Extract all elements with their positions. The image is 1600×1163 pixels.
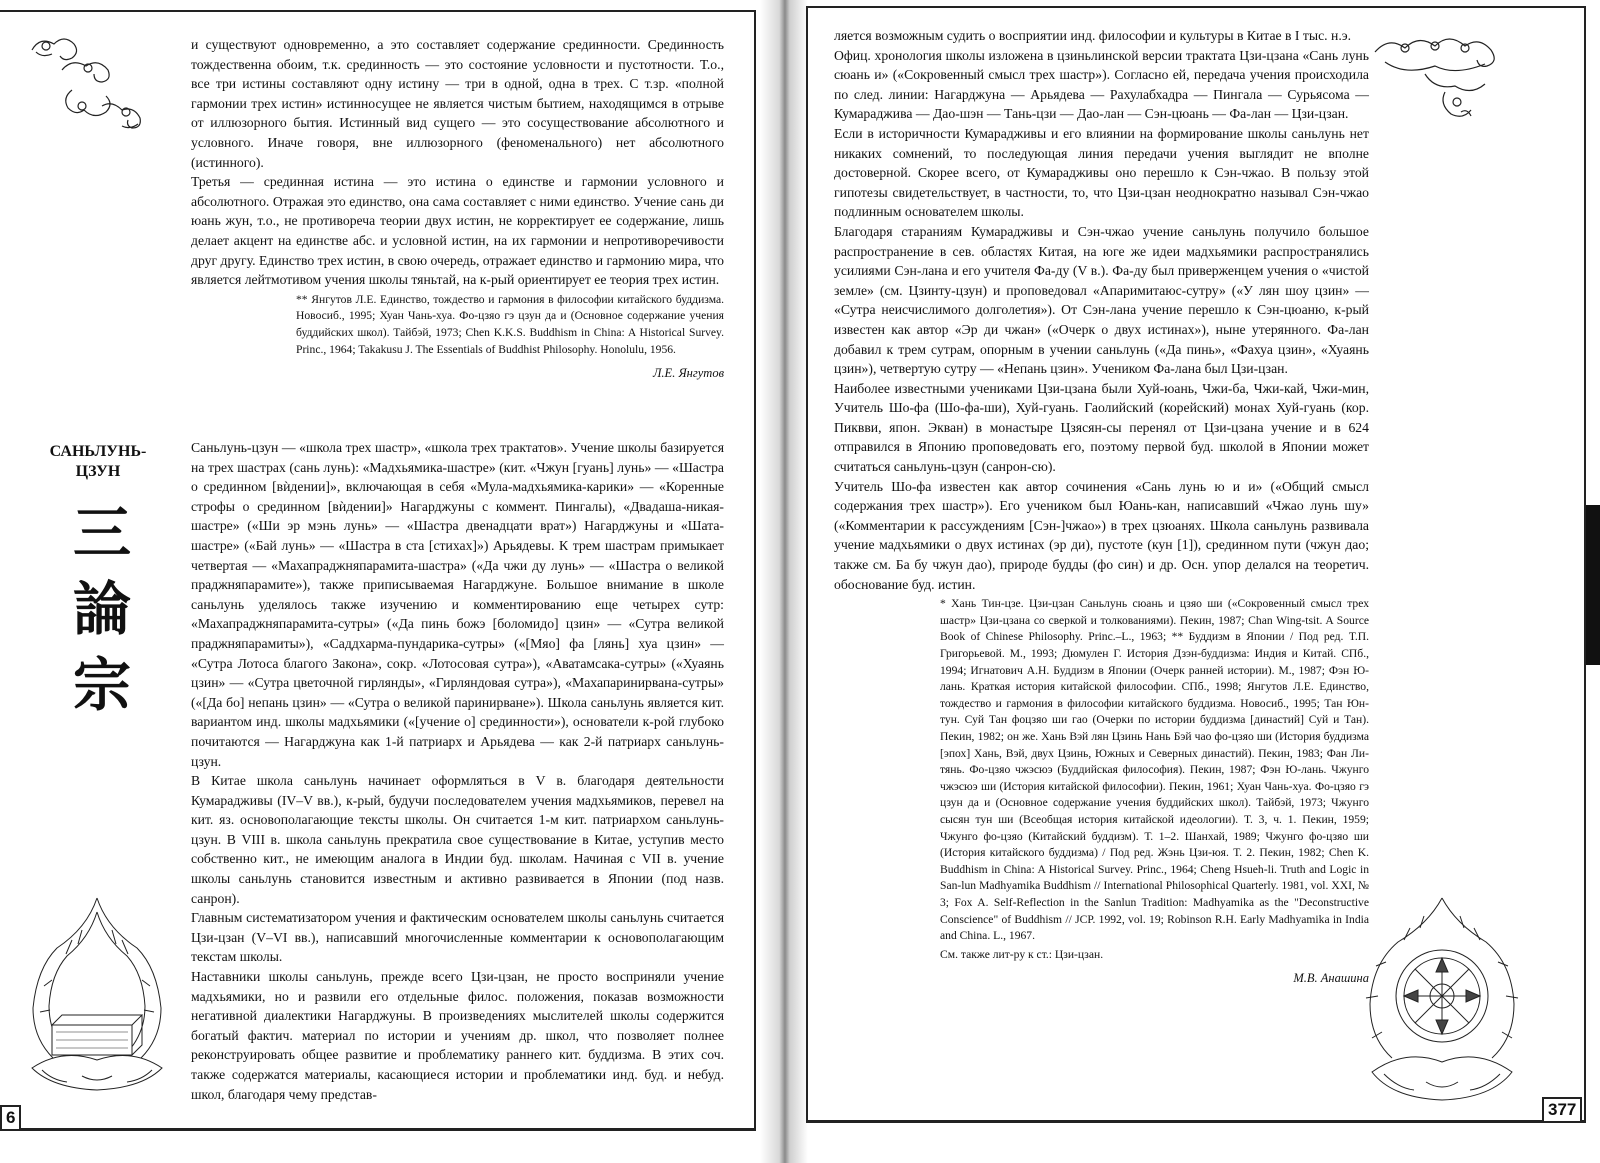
entry-hanzi [62, 495, 142, 723]
entry-heading-line: САНЬЛУНЬ- [49, 443, 147, 460]
cloud-scroll-ornament-icon [22, 30, 162, 140]
paragraph: Главным систематизатором учения и фактическим основателем школы саньлунь считается Цзи-цзан (V–VI вв.), написавший многочисленные комментарии к основополагающим текстам школы. [191, 910, 724, 965]
cloud-scroll-ornament-icon [1365, 22, 1525, 132]
left-page-top-rule [0, 10, 756, 12]
left-page-continued-article [191, 35, 724, 382]
article-author: М.В. Анашина [1293, 971, 1369, 986]
paragraph: ляется возможным судить о восприятии инд. философии и культуры в Китае в I тыс. н.э. [834, 28, 1352, 43]
lotus-sutra-flame-ornament-icon [12, 890, 182, 1100]
thumb-index-tab [1586, 505, 1600, 665]
right-page-left-rule [806, 6, 808, 1122]
book-gutter [760, 0, 808, 1163]
left-page-right-rule [754, 10, 756, 1130]
paragraph: Если в историчности Кумарадживы и его влиянии на формирование школы саньлунь нет никаких сомнений, то последующая линия передачи учения выглядит не вполне достоверной. Скорее всего, от Кумарадживы оно перешло к Сэн-чжао. В пользу этой гипотезы свидетельствует, в частности, то, что Цзи-цзан неоднократно называл Сэн-чжао подлинным основателем школы. [834, 125, 1369, 220]
paragraph: В Китае школа саньлунь начинает оформляться в V в. благодаря деятельности Кумарадживы (IV–V вв.), к-рый, будучи последователем учения мадхьямиков, перевел на кит. яз. основополагающие тексты школы. Он считается 1-м кит. патриархом саньлунь-цзун. В VIII в. школа саньлунь прекратила свое существование в Китае, уступив место собственно кит., не имеющим аналога в Индии буд. школам. Начиная с VII в. учение школы саньлунь становится известным и активно развивается в Японии (под назв. санрон). [191, 773, 724, 906]
paragraph: Учитель Шо-фа известен как автор сочинения «Сань лунь ю и и» («Общий смысл содержания трех шастр»). Его учеником был Юань-кан, написавший «Чжао лунь шу» («Комментарии к рассуждениям [Сэн-]чжао») в трех цзюанях. Школа саньлунь развивала учение мадхьямики о двух истинах (эр ди), пустоте (кун [1]), срединном пути (чжун дао; также см. Ба бу чжун дао), природе будды (фо син) и др. Осн. упор делался на теоретич. обоснование буд. истин. [834, 478, 1369, 592]
paragraph: и существуют одновременно, а это составляет содержание срединности. Срединность тождественна обоим, т.к. срединность — это состояние условности и пустотности. Т.о., все три истины составляют одну истину — три в одной, одна в трех. С т.зр. «полной гармонии трех истин» истинносущее не является чистым бытием, находящимся в отрыве от иллюзорного бытия. Истинный вид сущего — это сосуществование абсолютного и условного. Иначе говоря, вне иллюзорного (феноменального) нет абсолютного (истинного). [191, 37, 724, 170]
left-page-bottom-rule [0, 1128, 756, 1131]
article-author: Л.Е. Янгутов [652, 366, 724, 381]
paragraph: Благодаря стараниям Кумарадживы и Сэн-чжао учение саньлунь получило большое распространение в сев. областях Китая, на юге же идеи мадхьямики распространялись усилиями Сэн-лана и его учителя Фа-ду (V в.). Фа-ду был приверженцем учения о «чистой земле» (см. Цзинту-цзун) и проповедовал «Апаримитаюс-сутру» («У лян шоу цзин» — «Сутра неисчислимого долголетия»). От Сэн-лана учение перешло к Сэн-цюаню, к-рый известен как автор «Эр ди чжан» («Очерк о двух истинах»), ныне утерянного. Фа-лан добавил к трем сутрам, опорным в учении саньлунь («Да пинь», «Фахуа цзин», «Хуаянь цзин»), четвертую сутру — «Непань цзин». Учеником Фа-лана был Цзи-цзан. [834, 223, 1369, 377]
paragraph: Офиц. хронология школы изложена в цзиньлинской версии трактата Цзи-цзана «Сань лунь сюань и» («Сокровенный смысл трех шастр»). Согласно ей, передача учения происходила по след. линии: Нагарджуна — Арьядева — Рахулабхадра — Пингала — Сурьясома — Кумараджива — Дао-шэн — Тань-цзи — Дао-лан — Сэн-цюань — Фа-лан — Цзи-цзан. [834, 47, 1369, 122]
right-page-number: 377 [1542, 1097, 1582, 1123]
right-page-top-rule [806, 6, 1586, 8]
references: ** Янгутов Л.Е. Единство, тождество и гармония в философии китайского буддизма. Новосиб., 1995; Хуан Чань-хуа. Фо-цзяо гэ цзун да и (Основное содержание учения буддийских школ). Тайбэй, 1973; Chen K.K.S. Buddhism in China: A Historical Survey. Princ., 1964; Takakusu J. The Essentials of Buddhist Philosophy. Honolulu, 1956. [296, 292, 724, 356]
hanzi-character: 論 [72, 575, 131, 643]
entry-heading-line: ЦЗУН [75, 463, 121, 480]
see-also: См. также лит-ру к ст.: Цзи-цзан. [940, 947, 1104, 961]
paragraph: Третья — срединная истина — это истина о единстве и гармонии условного и абсолютного. Отражая это единство, она сама составляет с ними единство. Учение сань ди юань жун, т.о., не противореча теории двух истин, не корректирует ее содержание, лишь делает акцент на единстве абс. и условной истин, на их гармонии и непротиворечивости друг другу. Единство трех истин, в свою очередь, отражает единство и гармонию мира, что является лейтмотивом учения школы тяньтай, на к-рый ориентирует ее теория трех истин. [191, 174, 724, 288]
hanzi-character: 三 [72, 499, 131, 567]
paragraph: Саньлунь-цзун — «школа трех шастр», «школа трех трактатов». Учение школы базируется на трех шастрах (сань лунь): «Мадхьямика-шастре» (кит. «Чжун [гуань] лунь» — «Шастра о срединном [вѝдении]», включающая в себя «Мула-мадхьямика-карики» — «Коренные строфы о срединном [вѝдении]» Нагарджуны с коммент. Пингалы), «Двадаша-никая-шастре» («Ши эр мэнь лунь» — «Шастра двенадцати врат») Нагарджуны и «Шата-шастре» («Бай лунь» — «Шастра в ста [стихах]») Арьядевы. К трем шастрам примыкает четвертая — «Махапраджняпарамита-шастра» («Да чжи ду лунь» — «Шастра о великой праджняпарамите»), также приписываемая Нагарджуне. Большое внимание в школе саньлунь уделялось также изучению и комментированию еще четырех сутр: «Махапраджняпарамита-сутры» («Да пинь божэ [боломидо] цзин» — «Сутра великой праджняпарамиты»), «Саддхарма-пундарика-сутры» («[Мяо] фа [лянь] хуа цзин» — «Сутра Лотоса благого Закона», сокр. «Лотосовая сутра»), «Аватамсака-сутры» («Хуаянь цзин» — «Сутра цветочной гирлянды», «Гирляндовая сутра»), «Махапаринирвана-сутры» («[Да бо] непань цзин» — «Сутра о великой паринирване»). Школа саньлунь является кит. вариантом инд. школы мадхьямики («[учение о] срединности»), основатели к-рой глубоко почитаются — Нагарджуна как 1-й патриарх и Арьядева — как 2-й патриарх саньлунь-цзун. [191, 440, 724, 769]
references: * Хань Тин-цзе. Цзи-цзан Саньлунь сюань и цзяо ши («Сокровенный смысл трех шастр» Цзи-цзана со сверкой и толкованиями). Пекин, 1987; Chan Wing-tsit. A Source Book of Chinese Philosophy. Princ.–L., 1963; ** Буддизм в Японии / Под ред. Т.П. Григорьевой. М., 1993; Дюмулен Г. История Дзэн-буддизма: Индия и Китай. СПб., 1994; Игнатович А.Н. Буддизм в Японии (Очерк ранней истории). М., 1987; Фэн Ю-лань. Краткая история китайской философии. СПб., 1998; Янгутов Л.Е. Единство, тождество и гармония в философии китайского буддизма. Новосиб., 1995; Тан Юн-тун. Суй Тан фоцзяо ши гао (Очерки по истории буддизма [династий] Суй и Тан). Пекин, 1982; он же. Хань Вэй лян Цзинь Нань Бэй чао фо-цзяо ши (История буддизма [эпох] Хань, Вэй, двух Цзинь, Южных и Северных династий). Пекин, 1983; Фан Ли-тянь. Фо-цзяо чжэсюэ (Буддийская философия). Пекин, 1987; Фэн Ю-лань. Чжунго чжэсюэ ши (История китайской философии). Пекин, 1961; Хуан Чань-хуа. Фо-цзяо гэ цзун да и (Основное содержание учения буддийских школ). Тайбэй, 1973; Чжунго сысян тун ши (Всеобщая история китайской идеологии). Т. 3, ч. 1. Пекин, 1959; Чжунго фо-цзяо (Китайский буддизм). Т. 1–2. Шанхай, 1989; Чжунго фо-цзяо ши (История китайского буддизма) / Под ред. Жэнь Цзи-юя. Т. 2. Пекин, 1982; Chen K. Buddhism in China: A Historical Survey. Princ., 1964; Cheng Hsueh-li. Truth and Logic in San-lun Madhyamika Buddhism // International Philosophical Quarterly. 1981, vol. XXI, № 3; Fox A. Self-Reflection in the Sanlun Tradition: Madhyamika as the "Deconstructive Conscience" of Buddhism // JCP. 1992, vol. 19; Robinson R.H. Early Madhyamika in India and China. L., 1967. [940, 597, 1369, 943]
left-page-main-article [191, 438, 724, 1104]
paragraph: Наиболее известными учениками Цзи-цзана были Хуй-юань, Чжи-ба, Чжи-кай, Чжи-мин, Учитель Шо-фа (Шо-фа-ши), Хуй-гуань. Гаолийский (корейский) монах Хуй-гуань (кор. Пиквви, япон. Экван) в монастыре Цзясян-сы перенял от Цзи-цзана учение и в 624 отправился в Японию проповедовать его, поэтому первой буд. школой в Японии может считаться саньлунь-цзун (санрон-сю). [834, 380, 1369, 475]
left-page-number: 6 [0, 1105, 21, 1131]
right-page-article [834, 26, 1369, 987]
entry-heading [38, 442, 158, 482]
lotus-dharma-wheel-ornament-icon [1350, 892, 1535, 1107]
right-page-bottom-rule [806, 1120, 1586, 1123]
paragraph: Наставники школы саньлунь, прежде всего Цзи-цзан, не просто восприняли учение мадхьямики, но и развили его отдельные филос. положения, показав возможности негативной диалектики Нагарджуны. В произведениях мыслителей школы содержится богатый фактич. материал по истории и учениям др. школ, что позволяет полнее реконструировать общее развитие и проблематику раннего кит. буддизма. В этих соч. также содержатся материалы, касающиеся истории и проблематики инд. буд. и небуд. школ, благодаря чему представ- [191, 969, 724, 1102]
hanzi-character: 宗 [72, 651, 131, 719]
